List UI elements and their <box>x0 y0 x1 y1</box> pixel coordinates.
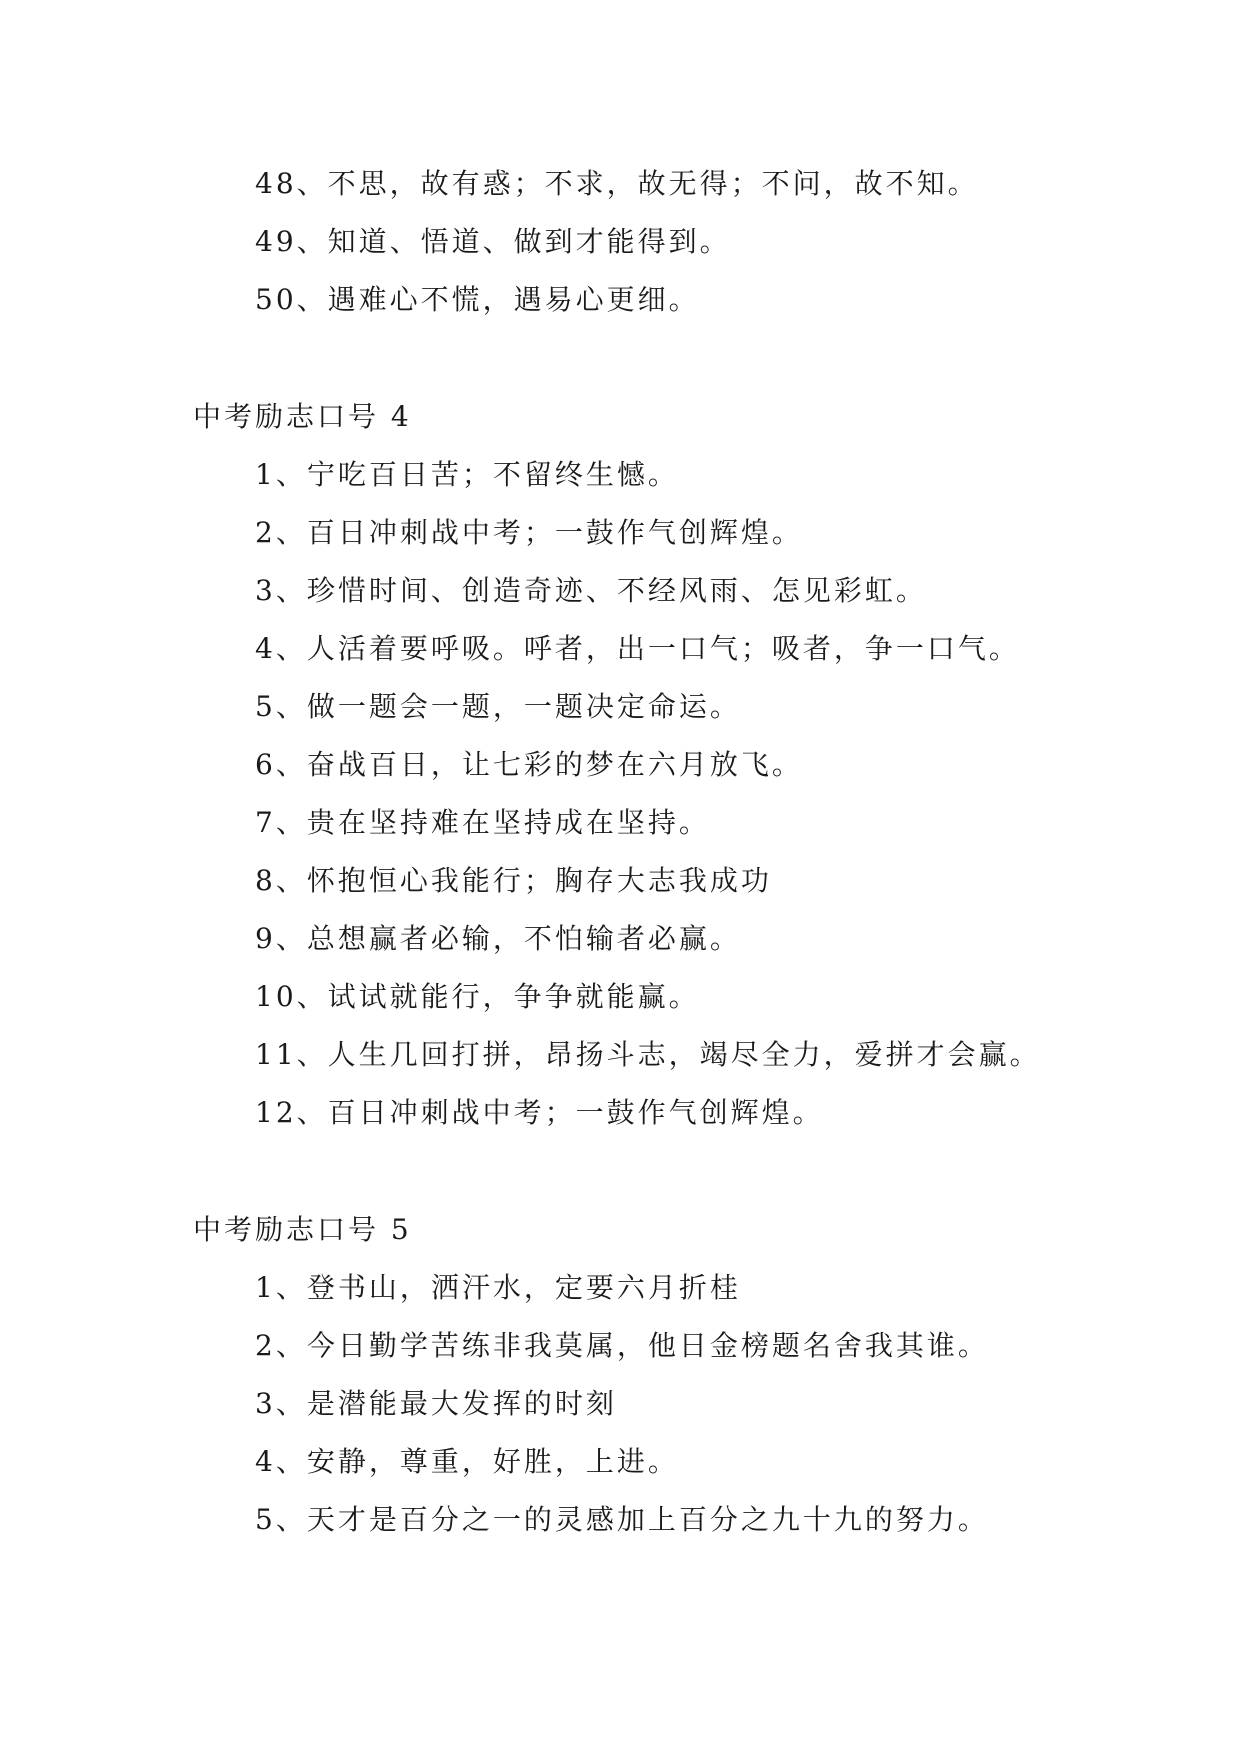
list-item: 1、登书山，洒汗水，定要六月折桂 <box>255 1271 741 1304</box>
list-item: 5、天才是百分之一的灵感加上百分之九十九的努力。 <box>255 1503 989 1536</box>
list-item: 48、不思，故有惑；不求，故无得；不问，故不知。 <box>255 167 979 200</box>
list-item: 4、人活着要呼吸。呼者，出一口气；吸者，争一口气。 <box>255 632 1020 665</box>
list-item: 3、珍惜时间、创造奇迹、不经风雨、怎见彩虹。 <box>255 574 927 607</box>
list-item: 49、知道、悟道、做到才能得到。 <box>255 225 731 258</box>
section-heading: 中考励志口号 5 <box>193 1213 412 1246</box>
list-item: 2、今日勤学苦练非我莫属，他日金榜题名舍我其谁。 <box>255 1329 989 1362</box>
section-heading: 中考励志口号 4 <box>193 400 412 433</box>
list-item: 7、贵在坚持难在坚持成在坚持。 <box>255 806 710 839</box>
list-item: 4、安静，尊重，好胜，上进。 <box>255 1445 679 1478</box>
list-item: 1、宁吃百日苦；不留终生憾。 <box>255 458 679 491</box>
list-item: 50、遇难心不慌，遇易心更细。 <box>255 283 700 316</box>
list-item: 6、奋战百日，让七彩的梦在六月放飞。 <box>255 748 803 781</box>
list-item: 10、试试就能行，争争就能赢。 <box>255 980 700 1013</box>
list-item: 5、做一题会一题，一题决定命运。 <box>255 690 741 723</box>
list-item: 2、百日冲刺战中考；一鼓作气创辉煌。 <box>255 516 803 549</box>
list-item: 3、是潜能最大发挥的时刻 <box>255 1387 617 1420</box>
list-item: 11、人生几回打拼，昂扬斗志，竭尽全力，爱拼才会赢。 <box>255 1038 1041 1071</box>
list-item: 12、百日冲刺战中考；一鼓作气创辉煌。 <box>255 1096 824 1129</box>
list-item: 9、总想赢者必输，不怕输者必赢。 <box>255 922 741 955</box>
list-item: 8、怀抱恒心我能行；胸存大志我成功 <box>255 864 772 897</box>
